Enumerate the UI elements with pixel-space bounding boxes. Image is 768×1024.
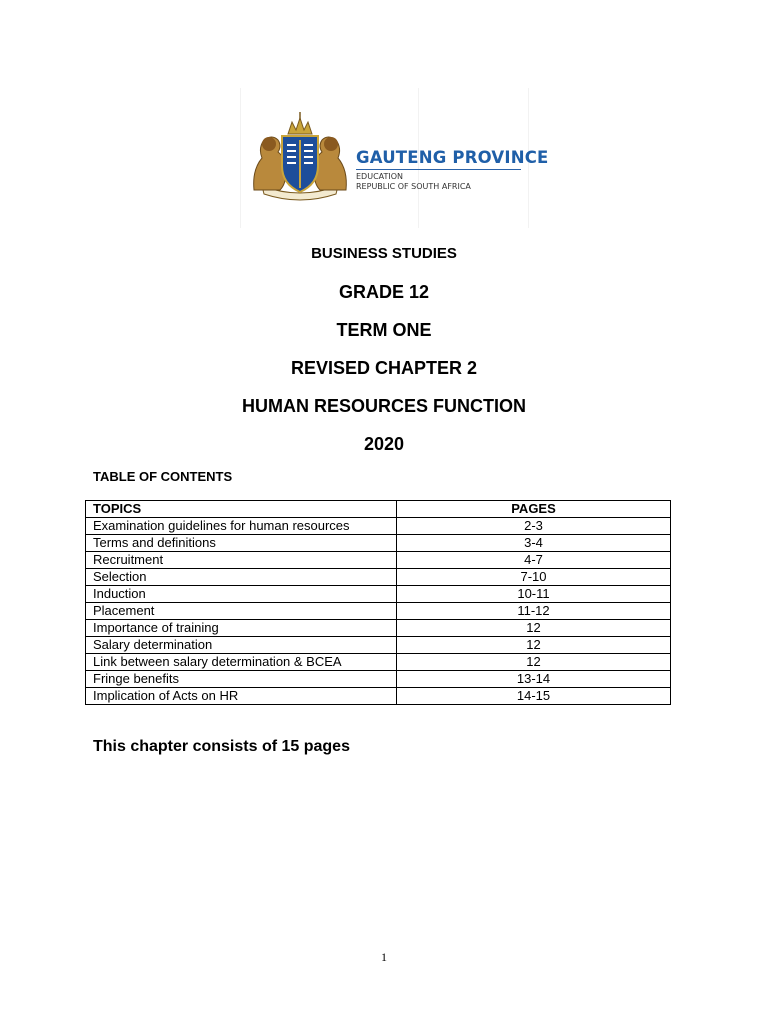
toc-pages: 10-11 xyxy=(397,586,671,603)
toc-topic: Placement xyxy=(86,603,397,620)
topics-column-header: TOPICS xyxy=(86,501,397,518)
table-of-contents xyxy=(85,500,671,705)
department-name: EDUCATION xyxy=(356,172,404,181)
toc-topic: Induction xyxy=(86,586,397,603)
toc-topic: Salary determination xyxy=(86,637,397,654)
term-heading: TERM ONE xyxy=(336,320,432,340)
table-row xyxy=(86,603,671,620)
topic-heading: HUMAN RESOURCES FUNCTION xyxy=(241,396,526,416)
toc-pages: 7-10 xyxy=(397,569,671,586)
country-name: REPUBLIC OF SOUTH AFRICA xyxy=(356,182,471,191)
toc-pages: 14-15 xyxy=(397,688,671,705)
table-row xyxy=(86,637,671,654)
toc-topic: Recruitment xyxy=(86,552,397,569)
toc-topic: Link between salary determination & BCEA xyxy=(86,654,397,671)
table-row xyxy=(86,552,671,569)
chapter-heading: REVISED CHAPTER 2 xyxy=(290,358,478,378)
page-number: 1 xyxy=(381,950,387,964)
toc-pages: 12 xyxy=(397,620,671,637)
table-row xyxy=(86,654,671,671)
toc-pages: 3-4 xyxy=(397,535,671,552)
pages-column-header: PAGES xyxy=(397,501,671,518)
toc-header-row xyxy=(86,501,671,518)
logo-divider xyxy=(356,169,521,170)
table-row xyxy=(86,535,671,552)
toc-topic: Selection xyxy=(86,569,397,586)
toc-topic: Examination guidelines for human resources xyxy=(86,518,397,535)
toc-topic: Implication of Acts on HR xyxy=(86,688,397,705)
table-row xyxy=(86,518,671,535)
table-row xyxy=(86,688,671,705)
subject-heading: BUSINESS STUDIES xyxy=(311,245,457,262)
table-row xyxy=(86,671,671,688)
toc-title: TABLE OF CONTENTS xyxy=(93,469,233,484)
toc-pages: 2-3 xyxy=(397,518,671,535)
grade-heading: GRADE 12 xyxy=(338,282,430,302)
toc-pages: 4-7 xyxy=(397,552,671,569)
toc-topic: Importance of training xyxy=(86,620,397,637)
page-count-note: This chapter consists of 15 pages xyxy=(93,738,350,755)
toc-pages: 12 xyxy=(397,637,671,654)
toc-topic: Fringe benefits xyxy=(86,671,397,688)
table-row xyxy=(86,586,671,603)
toc-pages: 11-12 xyxy=(397,603,671,620)
table-row xyxy=(86,620,671,637)
gauteng-province-logo xyxy=(228,88,549,228)
year-heading: 2020 xyxy=(363,434,405,454)
table-row xyxy=(86,569,671,586)
toc-pages: 13-14 xyxy=(397,671,671,688)
toc-pages: 12 xyxy=(397,654,671,671)
coat-of-arms-icon xyxy=(248,110,352,202)
province-name: GAUTENG PROVINCE xyxy=(356,148,549,167)
toc-topic: Terms and definitions xyxy=(86,535,397,552)
